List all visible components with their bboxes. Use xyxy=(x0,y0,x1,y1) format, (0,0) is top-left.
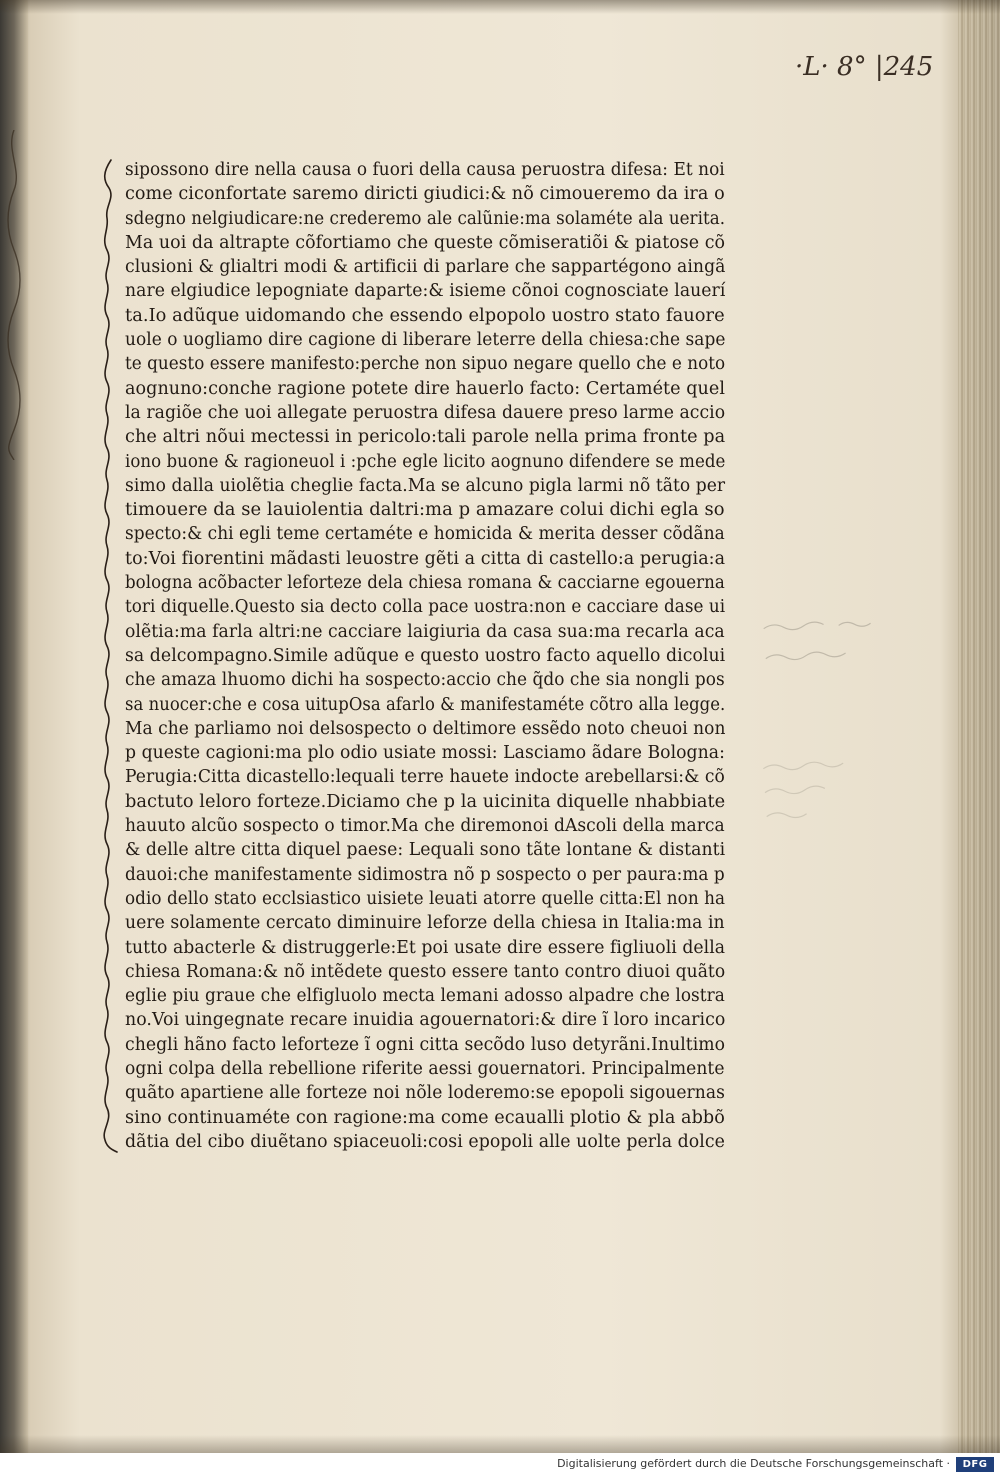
text-line: sipossono dire nella causa o fuori della causa peruostra difesa: Et noi xyxy=(125,160,725,180)
margin-bracket-line xyxy=(97,158,121,1154)
bottom-shadow xyxy=(0,1435,1000,1453)
text-line: to:Voi fiorentini mãdasti leuostre gẽti a citta di castello:a perugia:a xyxy=(125,548,726,569)
funding-credit: Digitalisierung gefördert durch die Deutsche Forschungsgemeinschaft · xyxy=(557,1457,950,1470)
text-line: chiesa Romana:& nõ intẽdete questo essere tanto contro diuoi quãto xyxy=(125,961,726,982)
text-line: dãtia del cibo diuẽtano spiaceuoli:cosi epopoli alle uolte perla dolce xyxy=(125,1131,725,1152)
text-line: chegli hãno facto leforteze ĩ ogni citta secõdo luso detyrãni.Inultimo xyxy=(125,1034,726,1055)
text-line: ta.Io adũque uidomando che essendo elpopolo uostro stato fauore xyxy=(125,305,725,326)
bleed-through-note xyxy=(758,745,963,833)
text-line: sa nuocer:che e cosa uitupOsa afarlo & manifestaméte cõtro alla legge. xyxy=(125,694,726,715)
text-line: quãto apartiene alle forteze noi nõle loderemo:se epopoli sigouernas xyxy=(125,1083,725,1104)
wavy-bracket-drawing xyxy=(97,158,121,1154)
text-line: che altri nõui mectessi in pericolo:tali parole nella prima fronte pa xyxy=(125,427,726,448)
text-line: sa delcompagno.Simile adũque e questo uostro facto aquello dicolui xyxy=(125,645,726,666)
text-line: specto:& chi egli teme certaméte e homicida & merita desser cõdãna xyxy=(125,524,725,545)
text-line: Perugia:Citta dicastello:lequali terre hauete indocte arebellarsi:& cõ xyxy=(125,767,725,788)
text-line: che amaza lhuomo dichi ha sospecto:accio che q̃do che sia nongli pos xyxy=(125,670,725,691)
text-line: olẽtia:ma farla altri:ne cacciare laigiuria da casa sua:ma recarla aca xyxy=(125,621,725,642)
bleed-through-strokes xyxy=(758,745,962,829)
text-line: eglie piu graue che elfigluolo mecta lemani adosso alpadre che lostra xyxy=(125,986,725,1007)
text-line: clusioni & glialtri modi & artificii di parlare che sappartégono aingã xyxy=(125,257,726,278)
page-fore-edge xyxy=(958,0,1000,1453)
text-line: hauuto alcũo sospecto o timor.Ma che diremonoi dAscoli della marca xyxy=(125,816,725,837)
text-line: aognuno:conche ragione potete dire hauerlo facto: Certaméte quel xyxy=(125,378,726,399)
text-line: odio dello stato ecclsiastico uisiete leuati atorre quelle citta:El non ha xyxy=(125,888,726,909)
text-line: tori diquelle.Questo sia decto colla pace uostra:non e cacciare dase ui xyxy=(125,597,726,618)
text-line: p queste cagioni:ma plo odio usiate mossi: Lasciamo ãdare Bologna: xyxy=(125,743,725,764)
foliation-note: ·L· 8° |245 xyxy=(795,52,934,82)
text-line: timouere da se lauiolentia daltri:ma p amazare colui dichi egla so xyxy=(125,500,725,521)
text-line: bologna acõbacter leforteze dela chiesa romana & cacciarne egouerna xyxy=(125,573,725,594)
previous-page-marks-drawing xyxy=(4,130,24,460)
text-line: come ciconfortate saremo diricti giudici:& nõ cimoueremo da ira o xyxy=(125,184,725,205)
footer-bar xyxy=(0,1453,1000,1476)
top-shadow xyxy=(0,0,1000,14)
text-line: dauoi:che manifestamente sidimostra nõ p sospecto o per paura:ma p xyxy=(125,864,725,885)
text-line: uole o uogliamo dire cagione di liberare leterre della chiesa:che sape xyxy=(125,330,726,351)
text-line: uere solamente cercato diminuire leforze della chiesa in Italia:ma in xyxy=(125,913,725,934)
text-line: iono buone & ragioneuol i :pche egle licito aognuno difendere se mede xyxy=(125,451,726,472)
bleed-through-strokes xyxy=(758,605,962,679)
text-line: bactuto leloro forteze.Diciamo che p la uicinita diquelle nhabbiate xyxy=(125,791,726,812)
text-line: nare elgiudice lepogniate daparte:& isieme cõnoi cognosciate lauerí xyxy=(125,281,726,302)
text-line: ogni colpa della rebellione riferite aessi gouernatori. Principalmente xyxy=(125,1058,725,1079)
text-line: no.Voi uingegnate recare inuidia agouernatori:& dire ĩ loro incarico xyxy=(125,1010,726,1031)
text-line: te questo essere manifesto:perche non sipuo negare quello che e noto xyxy=(125,354,726,375)
previous-page-marginal-marks xyxy=(4,130,24,460)
text-line: sdegno nelgiudicare:ne crederemo ale calũnie:ma solaméte ala uerita. xyxy=(125,208,726,229)
text-line: simo dalla uiolẽtia cheglie facta.Ma se alcuno pigla larmi nõ tãto per xyxy=(125,475,726,496)
printed-text-block xyxy=(125,158,725,1154)
dfg-logo: DFG xyxy=(956,1457,994,1472)
text-line: & delle altre citta diquel paese: Lequali sono tãte lontane & distanti xyxy=(125,840,726,861)
text-line: sino continuaméte con ragione:ma come ecaualli plotio & pla abbõ xyxy=(125,1107,725,1128)
bleed-through-note xyxy=(758,605,962,683)
text-line: la ragiõe che uoi allegate peruostra difesa dauere preso larme accio xyxy=(125,402,726,423)
text-line: Ma uoi da altrapte cõfortiamo che queste cõmiseratiõi & piatose cõ xyxy=(125,232,726,253)
text-line: tutto abacterle & distruggerle:Et poi usate dire essere figliuoli della xyxy=(125,937,726,958)
text-line: Ma che parliamo noi delsospecto o deltimore essẽdo noto cheuoi non xyxy=(125,718,726,739)
